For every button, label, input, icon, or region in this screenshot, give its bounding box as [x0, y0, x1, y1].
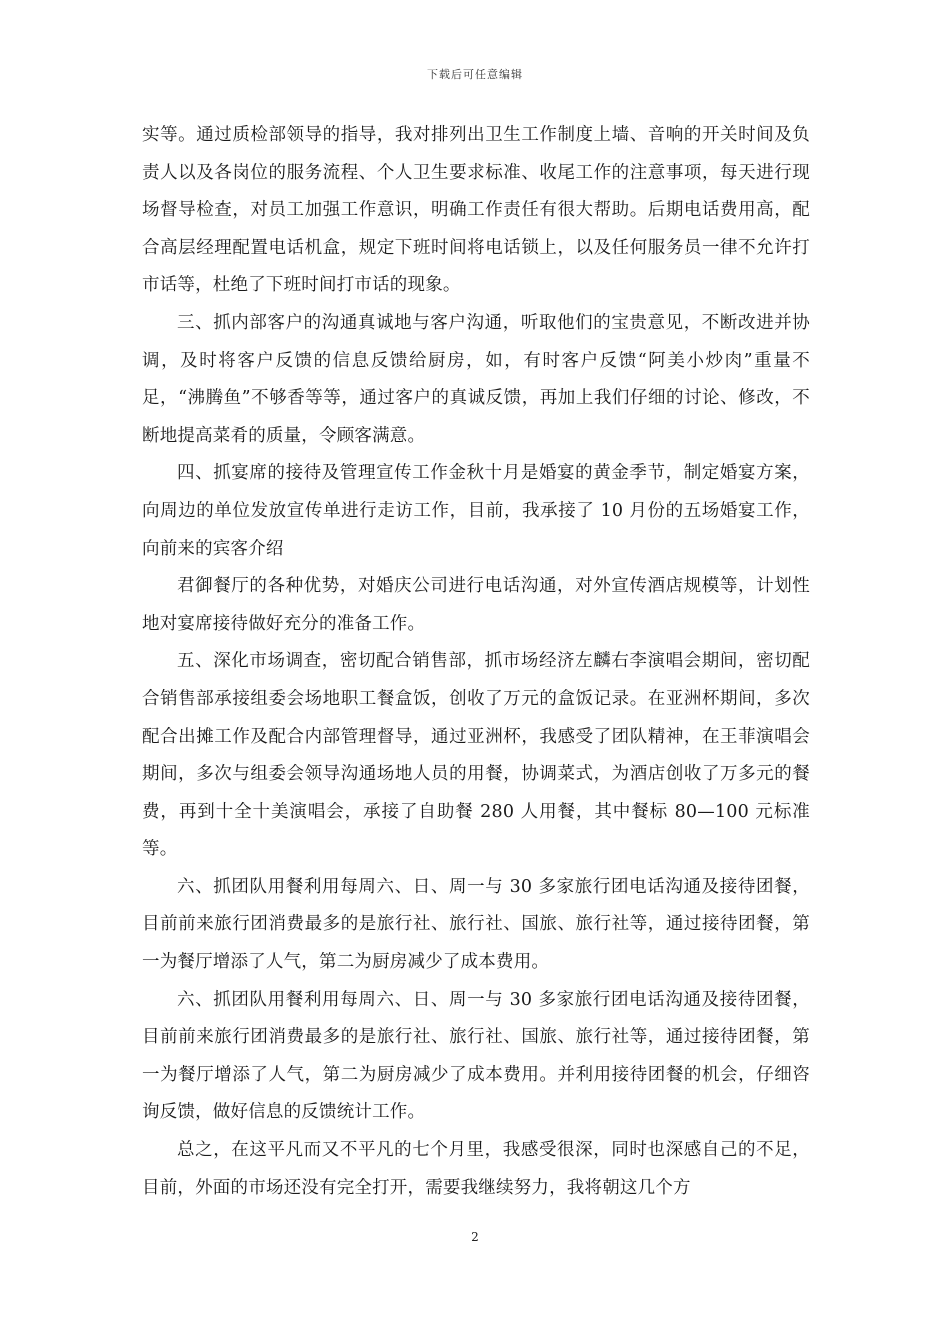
page-header: 下载后可任意编辑	[427, 68, 523, 81]
paragraph-section-4-continued: 君御餐厅的各种优势，对婚庆公司进行电话沟通，对外宣传酒店规模等，计划性地对宴席接待做好充分的准备工作。	[142, 576, 810, 634]
paragraph-summary: 总之，在这平凡而又不平凡的七个月里，我感受很深，同时也深感自己的不足，目前，外面的市场还没有完全打开，需要我继续努力，我将朝这几个方	[142, 1140, 810, 1198]
document-body	[142, 117, 810, 1207]
paragraph-section-6-group-dining-repeat: 六、抓团队用餐利用每周六、日、周一与 30 多家旅行团电话沟通及接待团餐，目前前来旅行团消费最多的是旅行社、旅行社、国旅、旅行社等，通过接待团餐，第一为餐厅增添了人气，第二为厨房减少了成本费用。并利用接待团餐的机会，仔细咨询反馈，做好信息的反馈统计工作。	[142, 989, 810, 1123]
paragraph-hygiene-continued: 实等。通过质检部领导的指导，我对排列出卫生工作制度上墙、音响的开关时间及负责人以及各岗位的服务流程、个人卫生要求标准、收尾工作的注意事项，每天进行现场督导检查，对员工加强工作意识，明确工作责任有很大帮助。后期电话费用高，配合高层经理配置电话机盒，规定下班时间将电话锁上，以及任何服务员一律不允许打市话等，杜绝了下班时间打市话的现象。	[142, 125, 810, 296]
paragraph-section-3-customer-communication: 三、抓内部客户的沟通真诚地与客户沟通，听取他们的宝贵意见，不断改进并协调，及时将客户反馈的信息反馈给厨房，如，有时客户反馈“阿美小炒肉”重量不足，“沸腾鱼”不够香等等，通过客户的真诚反馈，再加上我们仔细的讨论、修改，不断地提高菜肴的质量，令顾客满意。	[142, 312, 810, 446]
paragraph-section-4-banquet: 四、抓宴席的接待及管理宣传工作金秋十月是婚宴的黄金季节，制定婚宴方案，向周边的单位发放宣传单进行走访工作，目前，我承接了 10 月份的五场婚宴工作，向前来的宾客介绍	[142, 463, 810, 559]
paragraph-section-5-market-research: 五、深化市场调查，密切配合销售部，抓市场经济左麟右李演唱会期间，密切配合销售部承接组委会场地职工餐盒饭，创收了万元的盒饭记录。在亚洲杯期间，多次配合出摊工作及配合内部管理督导，通过亚洲杯，我感受了团队精神，在王菲演唱会期间，多次与组委会领导沟通场地人员的用餐，协调菜式，为酒店创收了万多元的餐费，再到十全十美演唱会，承接了自助餐 280 人用餐，其中餐标 80—100 元标准等。	[142, 651, 810, 860]
page-number: 2	[471, 1230, 479, 1244]
paragraph-section-6-group-dining: 六、抓团队用餐利用每周六、日、周一与 30 多家旅行团电话沟通及接待团餐，目前前来旅行团消费最多的是旅行社、旅行社、国旅、旅行社等，通过接待团餐，第一为餐厅增添了人气，第二为厨房减少了成本费用。	[142, 876, 810, 973]
